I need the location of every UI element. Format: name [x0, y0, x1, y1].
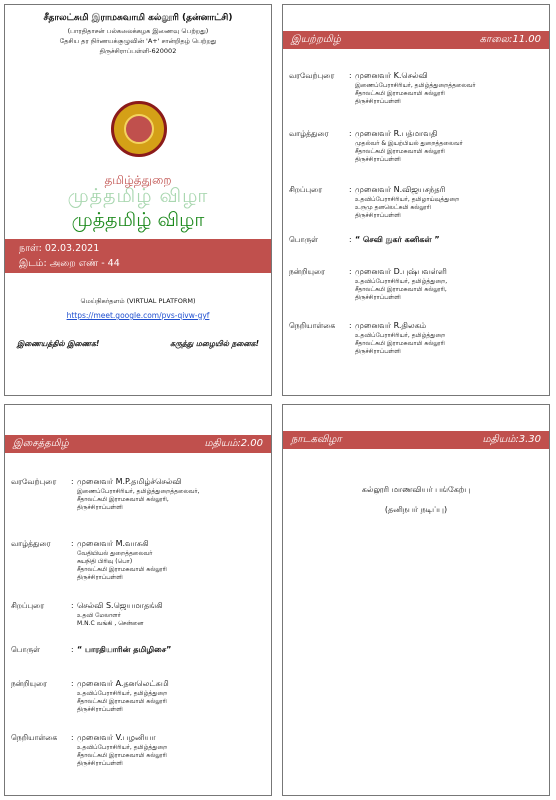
row-name: முனைவர் A.தனலெட்சுமி [77, 679, 169, 688]
row-detail: சீதாலட்சுமி இராமசுவாமி கல்லூரி [77, 566, 167, 573]
row-name: முனைவர் M.வாசுகி [77, 539, 149, 548]
row-colon: : [349, 235, 352, 244]
row-detail: சீதாலட்சுமி இராமசுவாமி கல்லூரி [355, 90, 445, 97]
participation-line: கல்லூரி மாணவியர் பங்கேற்பு [361, 485, 471, 494]
slogan-right: கருத்து மழையில் நனைக! [170, 339, 259, 348]
row-role: வாழ்த்துரை [11, 539, 51, 548]
naac-accreditation: தேசிய தர நிர்ணயக்குழுவின் 'A+' சான்றிதழ் பெற்றது [59, 37, 217, 45]
row-detail: உருமு தனலெட்சுமி கல்லூரி [355, 204, 431, 211]
row-name: முனைவர் R.திலகம் [355, 321, 427, 330]
row-detail: திருச்சிராப்பள்ளி [77, 706, 123, 713]
row-detail: முதல்வர் & இயற்பியல் துறைத்தலைவர் [355, 140, 463, 147]
row-detail: உதவிப்பேராசிரியர், தமிழ்த்துறை, [355, 278, 448, 285]
row-name: முனைவர் V.பழனியா [77, 733, 156, 742]
program-list [11, 405, 267, 795]
row-detail: சீதாலட்சுமி இராமசுவாமி கல்லூரி [355, 148, 445, 155]
row-name: “ பாரதியாரின் தமிழிசை” [77, 645, 172, 654]
row-colon: : [349, 185, 352, 194]
row-detail: திருச்சிராப்பள்ளி [77, 504, 123, 511]
section-title: நாடகவிழா [291, 434, 342, 445]
row-colon: : [71, 733, 74, 742]
row-colon: : [71, 679, 74, 688]
college-seal-logo [111, 101, 167, 157]
section-header [283, 431, 549, 449]
row-colon: : [349, 267, 352, 276]
row-name: செல்வி S.ஜெயமாதங்கி [77, 601, 163, 610]
row-detail: சுயநிதி பிரிவு (பொ) [77, 558, 133, 565]
row-detail: இணைப்பேராசிரியர், தமிழ்த்துறைத்தலைவர் [355, 82, 476, 89]
row-colon: : [71, 477, 74, 486]
row-detail: சீதாலட்சுமி இராமசுவாமி கல்லூரி, [355, 286, 447, 293]
event-watermark: முத்தமிழ் விழா [67, 185, 209, 207]
row-role: சிறப்புரை [11, 601, 45, 610]
row-role: நன்றியுரை [11, 679, 47, 688]
row-detail: திருச்சிராப்பள்ளி [77, 574, 123, 581]
city: திருச்சிராப்பள்ளி-620002 [99, 47, 177, 55]
department-title: தமிழ்த்துறை [104, 173, 172, 187]
event-date: நாள்: 02.03.2021 [19, 243, 100, 254]
section-title: இயற்றமிழ் [291, 34, 341, 45]
row-detail: திருச்சிராப்பள்ளி [355, 294, 401, 301]
row-detail: சீதாலட்சுமி இராமசுவாமி கல்லூரி, [77, 496, 169, 503]
seal-inner-image [124, 114, 154, 144]
row-detail: வேதியியல் துறைத்தலைவர் [77, 550, 153, 557]
row-name: முனைவர் N.விஜயசந்தரி [355, 185, 446, 194]
row-detail: உதவிப்பேராசிரியர், தமிழாய்வுத்துறை [355, 196, 460, 203]
row-name: “ செவி நுகர் கனிகள் ” [355, 235, 440, 244]
row-colon: : [349, 129, 352, 138]
schedule-page-nadagam [282, 404, 550, 796]
row-detail: திருச்சிராப்பள்ளி [355, 348, 401, 355]
row-colon: : [71, 645, 74, 654]
row-detail: M.N.C வங்கி , சென்னை [77, 620, 144, 627]
row-detail: உதவிப்பேராசிரியர், தமிழ்த்துறை [77, 744, 168, 751]
event-venue: இடம்: அறை எண் - 44 [19, 258, 120, 269]
cover-page [4, 4, 272, 396]
schedule-page-iyal [282, 4, 550, 396]
row-role: நெறியாள்கை [289, 321, 336, 330]
row-detail: சீதாலட்சுமி இராமசுவாமி கல்லூரி [77, 752, 167, 759]
row-detail: திருச்சிராப்பள்ளி [355, 156, 401, 163]
row-name: முனைவர் D.புஷ்பவள்ளி [355, 267, 447, 276]
row-role: நெறியாள்கை [11, 733, 58, 742]
row-role: நன்றியுரை [289, 267, 325, 276]
row-detail: சீதாலட்சுமி இராமசுவாமி கல்லூரி [77, 698, 167, 705]
event-details-bar [5, 239, 271, 273]
platform-label: மெய்நிகர்தளம் (VIRTUAL PLATFORM) [80, 297, 196, 305]
section-title: இசைத்தமிழ் [13, 438, 69, 449]
row-detail: உதவிப்பேராசிரியர், தமிழ்த்துறை [355, 332, 446, 339]
meeting-link[interactable]: https://meet.google.com/pvs-qivw-gyf [66, 311, 210, 320]
row-colon: : [349, 71, 352, 80]
row-detail: உதவிப்பேராசிரியர், தமிழ்த்துறை [77, 690, 168, 697]
row-role: வாழ்த்துரை [289, 129, 329, 138]
row-detail: உதவி மேலாளர் [77, 612, 121, 619]
college-name: சீதாலட்சுமி இராமசுவாமி கல்லூரி (தன்னாட்சி) [43, 13, 233, 23]
row-detail: சீதாலட்சுமி இராமசுவாமி கல்லூரி [355, 340, 445, 347]
row-role: வரவேற்புரை [289, 71, 335, 80]
row-role: பொருள் [11, 645, 41, 654]
row-name: முனைவர் K.செல்வி [355, 71, 428, 80]
affiliation: (பாரதிதாசன் பல்கலைக்கழக இணைவு பெற்றது) [67, 27, 209, 35]
program-list [289, 5, 545, 395]
row-name: முனைவர் R.பத்மாவதி [355, 129, 438, 138]
section-time: காலை:11.00 [479, 34, 541, 45]
schedule-page-isai [4, 404, 272, 796]
row-role: வரவேற்புரை [11, 477, 57, 486]
row-detail: திருச்சிராப்பள்ளி [355, 98, 401, 105]
row-colon: : [71, 539, 74, 548]
row-detail: இணைப்பேராசிரியர், தமிழ்த்துறைத்தலைவர், [77, 488, 200, 495]
performance-type: (தனிநபர் நடிப்பு) [384, 505, 448, 514]
row-role: சிறப்புரை [289, 185, 323, 194]
event-title: முத்தமிழ் விழா [71, 209, 205, 231]
row-colon: : [71, 601, 74, 610]
row-detail: திருச்சிராப்பள்ளி [355, 212, 401, 219]
row-detail: திருச்சிராப்பள்ளி [77, 760, 123, 767]
row-colon: : [349, 321, 352, 330]
section-time: மதியம்:2.00 [204, 438, 263, 449]
section-time: மதியம்:3.30 [482, 434, 541, 445]
slogan-left: இணையத்தில் இணைக! [17, 339, 100, 348]
row-role: பொருள் [289, 235, 319, 244]
row-name: முனைவர் M.P.தமிழ்ச்செல்வி [77, 477, 182, 486]
